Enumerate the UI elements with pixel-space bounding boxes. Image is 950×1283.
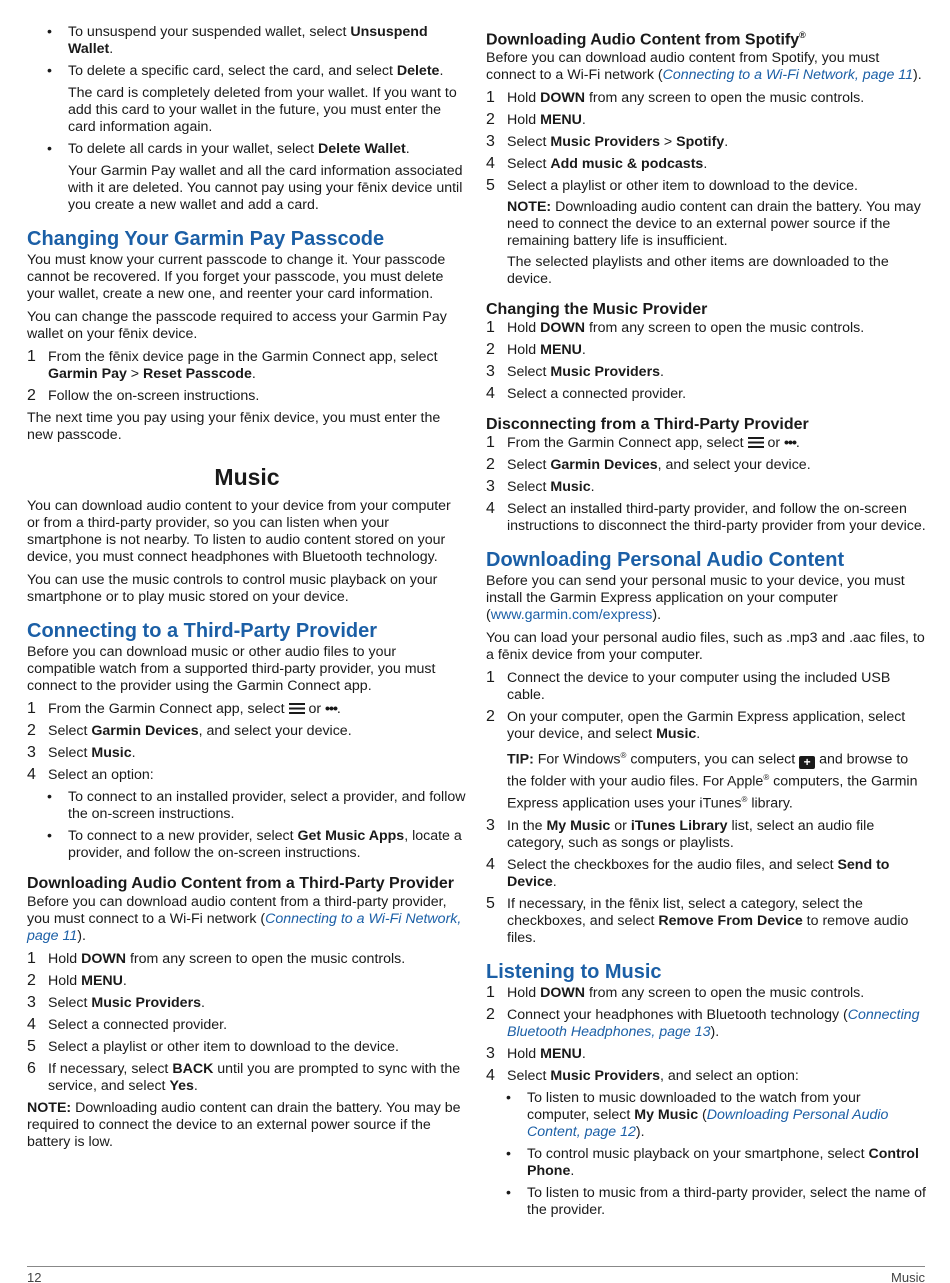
- step: 4 Select the checkboxes for the audio files, and select Send to Device.: [486, 855, 890, 890]
- cross-reference-link[interactable]: Downloading Personal Audio Content: [527, 1106, 889, 1140]
- paragraph: You must know your current passcode to change it. Your passcode cannot be recovered. If you forget your passcode, you must delete your wallet, create a new one, and reenter your card information.: [27, 252, 446, 302]
- step: 2 Select Garmin Devices, and select your device.: [486, 456, 811, 474]
- cross-reference-link[interactable]: Connecting to a Wi-Fi Network: [662, 67, 855, 84]
- heading-changing-provider: Changing the Music Provider: [486, 301, 708, 319]
- step: 4 Select Music Providers, and select an option:: [486, 1066, 799, 1084]
- step: 1 From the Garmin Connect app, select or •••.: [486, 434, 800, 452]
- step: 1 From the fēnix device page in the Garmin Connect app, select Garmin Pay > Reset Passcode.: [27, 348, 438, 382]
- list-item: • To delete a specific card, select the card, and select Delete.: [27, 63, 467, 80]
- note: NOTE: Downloading audio content can drain the battery. You may need to connect the device to an external power source if the remaining battery life is insufficient.: [507, 199, 921, 250]
- paragraph: You can load your personal audio files, such as .mp3 and .aac files, to a fēnix device from your computer.: [486, 630, 925, 664]
- step: 2 Follow the on-screen instructions.: [27, 387, 260, 404]
- step: 1 Hold DOWN from any screen to open the music controls.: [486, 983, 865, 1001]
- garmin-express-link[interactable]: www.garmin.com/express: [490, 607, 653, 624]
- menu-icon: [289, 703, 305, 714]
- list-item: • To listen to music downloaded to the watch from your computer, select My Music (Downloading Personal Audio Content, page 12).: [486, 1090, 926, 1141]
- step: 6 If necessary, select BACK until you are prompted to sync with the service, and select Yes.: [27, 1060, 461, 1094]
- list-item-detail: The card is completely deleted from your wallet. If you want to add this card to your wallet in the future, you must enter the card information again.: [68, 85, 457, 135]
- step: 5 If necessary, in the fēnix list, select a category, select the checkboxes, and select Remove From Device to remove audio files.: [486, 894, 909, 946]
- list-item: • To connect to a new provider, select Get Music Apps, locate a provider, and follow the on-screen instructions.: [27, 828, 467, 862]
- step: 3 Select Music.: [27, 744, 136, 761]
- list-item: • To control music playback on your smartphone, select Control Phone.: [486, 1146, 926, 1180]
- page-footer: [27, 1266, 925, 1283]
- step: 3 Select Music Providers.: [27, 994, 205, 1011]
- paragraph: Before you can send your personal music to your device, you must install the Garmin Express application on your computer (www.garmin.com/express).: [486, 573, 905, 624]
- step: 5 Select a playlist or other item to download to the device. NOTE: Downloading audio content can drain the battery. You may need to connect the device to an external power source if the remaining battery life is insufficient. The selected playlists and other items are downloaded to the device.: [486, 178, 926, 288]
- paragraph: You can change the passcode required to access your Garmin Pay wallet on your fēnix device.: [27, 309, 447, 342]
- step: 1 Hold DOWN from any screen to open the music controls.: [486, 319, 865, 337]
- left-column: [27, 24, 467, 1157]
- step: 3 Select Music.: [486, 478, 595, 496]
- heading-listening: Listening to Music: [486, 960, 662, 983]
- step: 1 Hold DOWN from any screen to open the music controls.: [27, 950, 406, 967]
- list-item: • To connect to an installed provider, select a provider, and follow the on-screen instructions.: [27, 789, 467, 823]
- note: NOTE: Downloading audio content can drain the battery. You may be required to connect the device to an external power source if the battery is low.: [27, 1100, 461, 1150]
- heading-connecting-provider: Connecting to a Third-Party Provider: [27, 620, 378, 642]
- cross-reference-link[interactable]: Connecting Bluetooth Headphones: [507, 1006, 920, 1040]
- step: 5 Select a playlist or other item to download to the device.: [27, 1038, 399, 1055]
- list-item-detail: Your Garmin Pay wallet and all the card information associated with it are deleted. You cannot pay using your fēnix device until you create a new wallet and add a card.: [68, 163, 463, 213]
- paragraph: You can download audio content to your device from your computer or from a third-party provider, so you can listen when your smartphone is not nearby. To listen to audio content stored on your device, you must connect headphones with Bluetooth technology.: [27, 498, 451, 565]
- cross-reference-link[interactable]: Connecting to a Wi-Fi Network: [265, 911, 458, 927]
- paragraph: Before you can download audio content from Spotify, you must connect to a Wi-Fi network (Connecting to a Wi-Fi Network, page 11).: [486, 50, 922, 84]
- more-icon: •••: [325, 701, 337, 717]
- step: 2 On your computer, open the Garmin Express application, select your device, and select Music. TIP: For Windows® computers, you can select + and browse to the folder with your audio files. For Apple® computers, the Garmin Express application uses your iTunes® library.: [486, 709, 926, 812]
- step: 4 Select an installed third-party provider, and follow the on-screen instructions to disconnect the third-party provider from your device.: [486, 500, 926, 535]
- step: 3 In the My Music or iTunes Library list, select an audio file category, such as songs or playlists.: [486, 816, 875, 851]
- list-item: • To delete all cards in your wallet, select Delete Wallet.: [27, 141, 467, 158]
- paragraph: The selected playlists and other items are downloaded to the device.: [507, 254, 889, 288]
- step: 4 Select Add music & podcasts.: [486, 155, 708, 173]
- heading-disconnecting-provider: Disconnecting from a Third-Party Provider: [486, 416, 809, 434]
- heading-personal-audio: Downloading Personal Audio Content: [486, 549, 845, 572]
- step: 2 Hold MENU.: [27, 972, 127, 989]
- more-icon: •••: [784, 435, 796, 452]
- right-column: [486, 24, 926, 1224]
- step: 1 Connect the device to your computer using the included USB cable.: [486, 669, 891, 704]
- list-item: • To listen to music from a third-party provider, select the name of the provider.: [486, 1185, 926, 1219]
- heading-download-third-party: Downloading Audio Content from a Third-Party Provider: [27, 875, 454, 892]
- paragraph: The next time you pay using your fēnix device, you must enter the new passcode.: [27, 410, 441, 443]
- step: 4 Select a connected provider.: [27, 1016, 228, 1033]
- paragraph: Before you can download music or other audio files to your compatible watch from a supported third-party provider, you must connect to the provider using the Garmin Connect app.: [27, 644, 436, 694]
- step: 2 Hold MENU.: [486, 341, 586, 359]
- chapter-title-music: Music: [214, 464, 280, 490]
- menu-icon: [748, 437, 764, 448]
- heading-download-spotify: Downloading Audio Content from Spotify®: [486, 30, 806, 49]
- step: 3 Select Music Providers.: [486, 363, 664, 381]
- step: 4 Select an option:: [27, 766, 154, 783]
- paragraph: You can use the music controls to control music playback on your smartphone or to play music stored on your device.: [27, 572, 438, 605]
- step: 1 From the Garmin Connect app, select or •••.: [27, 700, 341, 717]
- heading-changing-passcode: Changing Your Garmin Pay Passcode: [27, 228, 385, 250]
- list-item: • To unsuspend your suspended wallet, select Unsuspend Wallet.: [27, 24, 467, 58]
- step: 3 Select Music Providers > Spotify.: [486, 133, 729, 151]
- step: 2 Select Garmin Devices, and select your device.: [27, 722, 352, 739]
- add-folder-icon: +: [799, 756, 815, 769]
- step: 4 Select a connected provider.: [486, 385, 687, 403]
- step: 1 Hold DOWN from any screen to open the music controls.: [486, 89, 865, 107]
- step: 2 Connect your headphones with Bluetooth technology (Connecting Bluetooth Headphones, page 13).: [486, 1005, 920, 1040]
- step: 2 Hold MENU.: [486, 111, 586, 129]
- section-name: Music: [891, 1270, 925, 1283]
- step: 3 Hold MENU.: [486, 1044, 586, 1062]
- tip: TIP: For Windows® computers, you can select + and browse to the folder with your audio files. For Apple® computers, the Garmin Express application uses your iTunes® library.: [507, 751, 918, 812]
- page-number: 12: [27, 1270, 42, 1283]
- paragraph: Before you can download audio content from a third-party provider, you must connect to a Wi-Fi network (Connecting to a Wi-Fi Network, page 11).: [27, 894, 462, 944]
